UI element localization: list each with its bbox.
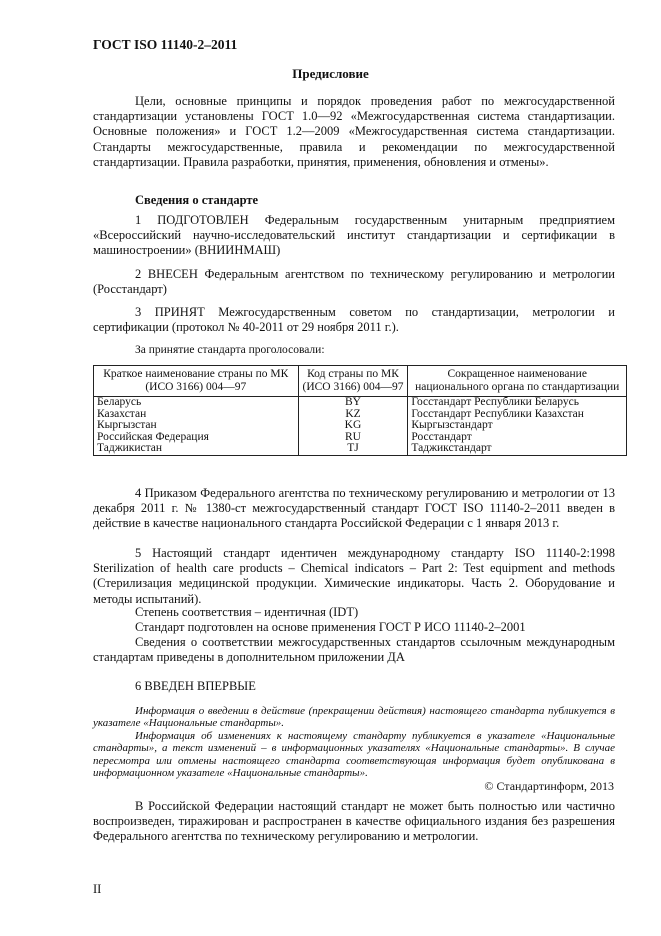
preface-title: Предисловие: [292, 66, 369, 81]
conformity-degree: Степень соответствия – идентичная (IDT): [135, 605, 359, 619]
national-body: Росстандарт: [408, 432, 627, 444]
table-row: [94, 432, 627, 444]
note-introduction: Информация о введении в действие (прекращении действия) настоящего стандарта публикуется в указателе «Национальные стандарты».: [93, 705, 615, 730]
note-changes: Информация об изменениях к настоящему стандарту публикуется в указателе «Национальные стандарты», а текст изменений – в информационных указателях «Национальные стандарты». В случае пересмотра или отмены настоящего стандарта соответствующая информация будет опубликована в информационном указателе «Национальные стандарты».: [93, 730, 615, 780]
country-code: KZ: [298, 409, 408, 421]
country-code: RU: [298, 432, 408, 444]
table-row: [94, 443, 627, 455]
vote-table: [93, 365, 627, 456]
country-code: BY: [298, 397, 408, 409]
country-name: Кыргызстан: [94, 420, 299, 432]
vote-caption: За принятие стандарта проголосовали:: [135, 344, 325, 356]
page-number: II: [93, 882, 102, 896]
standard-info-heading: Сведения о стандарте: [135, 193, 259, 207]
item-2-submitted: 2 ВНЕСЕН Федеральным агентством по техническому регулированию и метрологии (Росстандарт): [93, 267, 615, 297]
national-body: Таджикстандарт: [408, 443, 627, 455]
country-name: Казахстан: [94, 409, 299, 421]
country-name: Беларусь: [94, 397, 299, 409]
references-info: Сведения о соответствии межгосударственных стандартов ссылочным международным стандартам приведены в дополнительном приложении ДА: [93, 635, 615, 665]
header-national-body: Сокращенное наименование национального органа по стандартизации: [408, 366, 627, 397]
basis-standard: Стандарт подготовлен на основе применения ГОСТ Р ИСО 11140-2–2001: [135, 620, 526, 634]
preface-intro: Цели, основные принципы и порядок проведения работ по межгосударственной стандартизации установлены ГОСТ 1.0—92 «Межгосударственная система стандартизации. Основные положения» и ГОСТ 1.2—2009 «Межгосударственная система стандартизации. Стандарты межгосударственные, правила и рекомендации по межгосударственной стандартизации. Правила разработки, принятия, применения, обновления и отмены».: [93, 94, 615, 169]
country-code: KG: [298, 420, 408, 432]
country-name: Таджикистан: [94, 443, 299, 455]
header-country: Краткое наименование страны по МК (ИСО 3166) 004—97: [94, 366, 299, 397]
copyright-line: © Стандартинформ, 2013: [484, 779, 614, 793]
header-code: Код страны по МК (ИСО 3166) 004—97: [298, 366, 408, 397]
country-code: TJ: [298, 443, 408, 455]
item-6-introduced: 6 ВВЕДЕН ВПЕРВЫЕ: [135, 679, 256, 693]
item-1-prepared: 1 ПОДГОТОВЛЕН Федеральным государственным унитарным предприятием «Всероссийский научно-исследовательский институт стандартизации и сертификации в машиностроении» (ВНИИНМАШ): [93, 213, 615, 258]
national-body: Госстандарт Республики Беларусь: [408, 397, 627, 409]
table-row: [94, 397, 627, 409]
country-name: Российская Федерация: [94, 432, 299, 444]
document-code: ГОСТ ISO 11140-2–2011: [93, 37, 238, 52]
national-body: Кыргызстандарт: [408, 420, 627, 432]
national-body: Госстандарт Республики Казахстан: [408, 409, 627, 421]
reproduction-notice: В Российской Федерации настоящий стандарт не может быть полностью или частично воспроизведен, тиражирован и распространен в качестве официального издания без разрешения Федерального агентства по техническому регулированию и метрологии.: [93, 799, 615, 844]
item-5-identical: 5 Настоящий стандарт идентичен международному стандарту ISO 11140-2:1998 Sterilization of health care products – Chemical indicators – Part 2: Test equipment and methods (Стерилизация медицинской продукции. Химические индикаторы. Часть 2. Оборудование и методы испытаний).: [93, 546, 615, 606]
vote-table-header: [94, 366, 627, 397]
item-3-adopted: 3 ПРИНЯТ Межгосударственным советом по стандартизации, метрологии и сертификации (протокол № 40-2011 от 29 ноября 2011 г.).: [93, 305, 615, 335]
item-4-order: 4 Приказом Федерального агентства по техническому регулированию и метрологии от 13 декабря 2011 г. № 1380-ст межгосударственный стандарт ГОСТ ISO 11140-2–2011 введен в действие в качестве национального стандарта Российской Федерации с 1 января 2013 г.: [93, 486, 615, 531]
